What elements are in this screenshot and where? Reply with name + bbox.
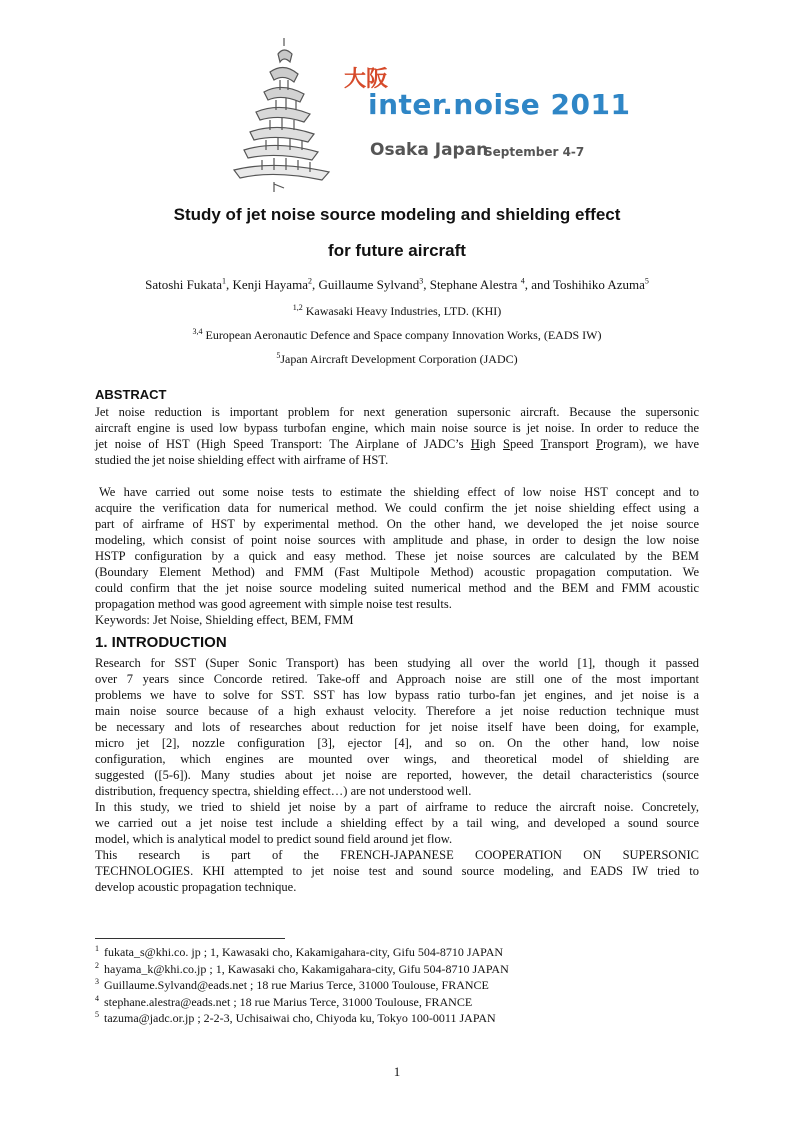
page-number: 1 (393, 1064, 401, 1079)
conference-title-block (368, 88, 630, 121)
conference-title: inter.noise 2011 (368, 88, 631, 121)
text-line: modeling, which consist of point noise sources with amplitude and phase, in order to design the low noise (95, 533, 699, 547)
text-fragment: jet noise of HST (High Speed Transport: The Airplane of JADC’s (95, 437, 471, 451)
author-name: Stephane Alestra (429, 277, 518, 292)
text-line: acquire the verification data for numerical method. We could confirm the jet noise shielding effect using a (95, 501, 699, 515)
text-line: develop acoustic propagation technique. (95, 880, 297, 894)
affiliation-sup: 3,4 (192, 327, 203, 336)
footnote-divider (95, 938, 285, 939)
text-line: over 7 years since Concorde retired. Take-off and Approach noise are still one of the most important (95, 672, 699, 686)
paper-title-line-1: Study of jet noise source modeling and shielding effect (173, 205, 621, 224)
author-sup: 2 (307, 276, 312, 286)
author-sup: 4 (520, 276, 525, 286)
paper-title-line-2: for future aircraft (328, 241, 466, 260)
text-line: be necessary and lots of researches about reduction for jet noise itself have been doing, for example, (95, 720, 699, 734)
text-line: aircraft engine is used low bypass turbofan engine, which main noise source is jet noise. In order to reduce the (95, 421, 699, 435)
author-list: Satoshi Fukata$^1$, Kenji Hayama$^2$, Guillaume Sylvand$^3$, Stephane Alestra $^4$, and Toshihiko Azuma$^5$ (145, 276, 649, 292)
text-line: TECHNOLOGIES. KHI attempted to jet noise test and sound source modeling, and EADS IW tried to (95, 864, 699, 878)
affiliation-text: Japan Aircraft Development Corporation (JADC) (280, 352, 518, 366)
underlined-letter: P (596, 437, 603, 451)
text-fragment: rogram), we have (602, 437, 699, 451)
author-name: Toshihiko Azuma (553, 277, 645, 292)
text-line: could confirm that the jet noise source modeling suited numerical method and the BEM and FMM acoustic (95, 581, 699, 595)
footnote (95, 1010, 699, 1027)
text-line: micro jet [2], nozzle configuration [3], ejector [4], and so on. On the other hand, low noise (95, 736, 699, 750)
footnotes (95, 944, 699, 1027)
affiliation-sup: 5 (276, 351, 281, 360)
text-line: distribution, frequency spectra, shielding effect…) are not understood well. (95, 784, 472, 798)
author-name: Guillaume Sylvand (318, 277, 420, 292)
author-name: Satoshi Fukata (145, 277, 223, 292)
text-line (95, 436, 699, 452)
footnote (95, 977, 699, 994)
text-line: Jet noise reduction is important problem for next generation supersonic aircraft. Because the supersonic (95, 405, 699, 419)
footnote (95, 994, 699, 1011)
footnote-sup: 3 (95, 977, 99, 986)
footnote-text: Guillaume.Sylvand@eads.net ; 18 rue Marius Terce, 31000 Toulouse, FRANCE (104, 978, 489, 992)
introduction-body (95, 655, 699, 895)
text-line: propagation method was good agreement with simple noise test results. (95, 597, 452, 611)
introduction-heading: 1. INTRODUCTION (95, 634, 227, 651)
footnote-text: fukata_s@khi.co. jp ; 1, Kawasaki cho, Kakamigahara-city, Gifu 504-8710 JAPAN (104, 945, 504, 959)
text-line: suggested ([5-6]). Many studies about jet noise are reported, however, the detail characteristics (source (95, 768, 699, 782)
keywords-line: Keywords: Jet Noise, Shielding effect, BEM, FMM (95, 613, 354, 627)
author-sup: 1 (222, 276, 227, 286)
footnote-sup: 1 (95, 944, 99, 953)
text-line: main noise source because of a high exhaust velocity. Therefore a jet noise reduction technique must (95, 704, 699, 718)
footnote (95, 944, 699, 961)
affiliation-text: European Aeronautic Defence and Space company Innovation Works, (EADS IW) (205, 328, 602, 342)
abstract-paragraph-1 (95, 404, 699, 468)
affiliation (0, 328, 794, 343)
author-sup: 3 (419, 276, 424, 286)
underlined-letter: H (470, 437, 480, 451)
text-line: studied the jet noise shielding effect with airframe of HST. (95, 453, 389, 467)
text-fragment: peed (509, 437, 541, 451)
text-fragment: ransport (547, 437, 596, 451)
footnote-text: stephane.alestra@eads.net ; 18 rue Marius Terce, 31000 Toulouse, FRANCE (104, 994, 473, 1009)
author-name: Kenji Hayama (232, 277, 308, 292)
text-line: HSTP configuration by a quick and easy method. These jet noise sources are calculated by the BEM (95, 549, 699, 563)
affiliation-text: Kawasaki Heavy Industries, LTD. (KHI) (305, 304, 502, 318)
text-line: configuration, which engines are mounted over wings, and theoretical model of shielding are (95, 752, 699, 766)
affiliation-sup: 1,2 (292, 303, 303, 312)
footnote-sup: 5 (95, 1010, 99, 1019)
footnote-sup: 2 (95, 960, 99, 970)
text-line: model, which is analytical model to predict sound field around jet flow. (95, 832, 453, 846)
author-sup: 5 (644, 276, 649, 286)
text-line: problems we have to solve for SST. SST has low bypass ratio turbo-fan jet engines, and jet noise is a (95, 688, 699, 702)
abstract-heading: ABSTRACT (95, 387, 167, 402)
text-line: part of airframe of HST by experimental method. On the other hand, we developed the jet noise source (95, 517, 699, 531)
affiliation (0, 304, 794, 319)
text-line: This research is part of the FRENCH-JAPANESE COOPERATION ON SUPERSONIC (95, 848, 699, 862)
footnote-text: tazuma@jadc.or.jp ; 2-2-3, Uchisaiwai cho, Chiyoda ku, Tokyo 100-0011 JAPAN (104, 1011, 496, 1025)
underlined-letter: S (503, 437, 510, 451)
text-line: we carried out a jet noise test include a shielding effect by a tail wing, and developed a sound source (95, 816, 699, 830)
footnote (95, 961, 699, 978)
abstract-paragraph-2 (95, 484, 699, 628)
text-line: In this study, we tried to shield jet noise by a part of airframe to reduce the aircraft noise. Concretely, (95, 800, 699, 814)
footnote-sup: 4 (95, 993, 99, 1003)
conference-dates: September 4-7 (484, 145, 585, 159)
text-line: Research for SST (Super Sonic Transport) has been studying all over the world [1], though it passed (95, 656, 699, 670)
osaka-kanji: 大阪 (344, 67, 389, 92)
text-fragment: igh (479, 437, 503, 451)
footnote-text: hayama_k@khi.co.jp ; 1, Kawasaki cho, Kakamigahara-city, Gifu 504-8710 JAPAN (104, 961, 509, 976)
text-line: (Boundary Element Method) and FMM (Fast Multipole Method) acoustic propagation computation. We (95, 565, 699, 579)
affiliation (0, 352, 794, 367)
underlined-letter: T (540, 437, 548, 451)
text-line: We have carried out some noise tests to estimate the shielding effect of low noise HST concept and to (99, 485, 699, 499)
conference-location: Osaka Japan (370, 140, 489, 160)
